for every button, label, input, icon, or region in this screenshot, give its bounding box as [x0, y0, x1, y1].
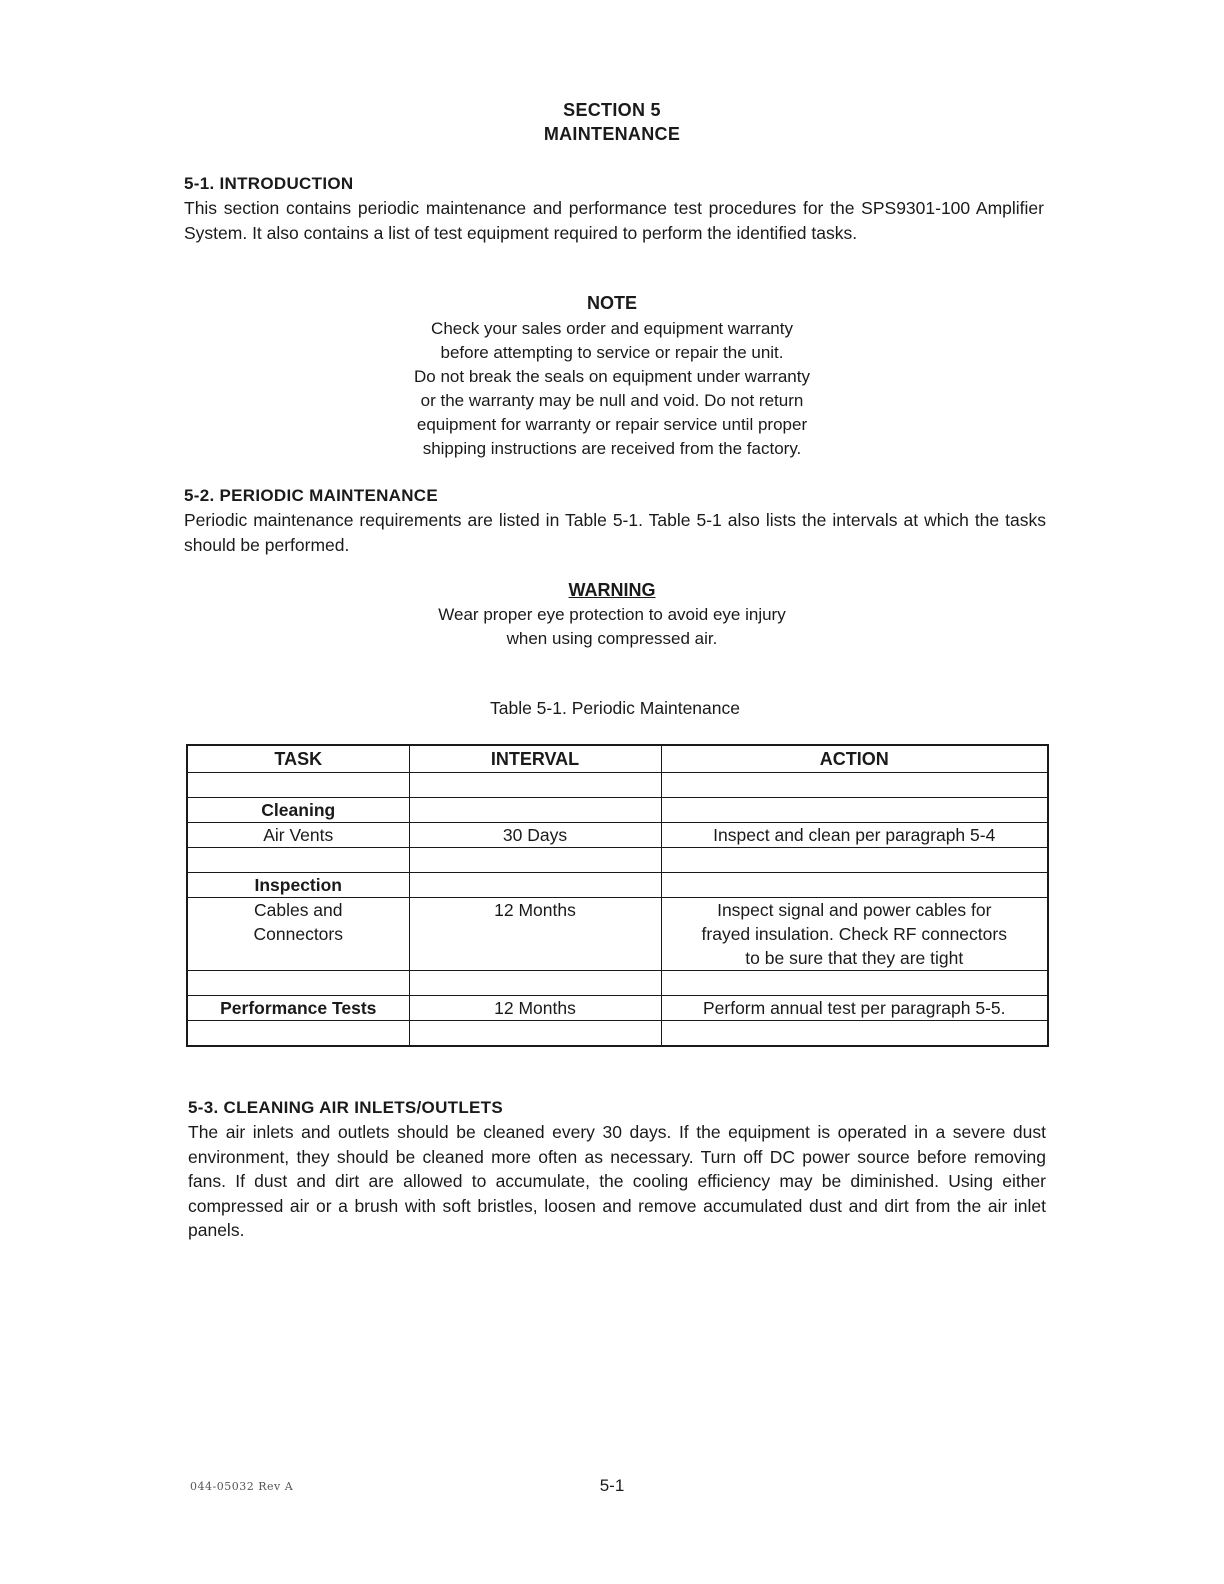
- table-row-cables: [187, 898, 1048, 971]
- table-row-spacer: [187, 848, 1048, 873]
- periodic-paragraph: Periodic maintenance requirements are listed in Table 5-1. Table 5-1 also lists the intervals at which the tasks should be performed.: [184, 510, 1046, 555]
- intro-heading: 5-1. INTRODUCTION: [184, 174, 354, 193]
- section-number: SECTION 5: [563, 100, 661, 120]
- table-row-cleaning: [187, 798, 1048, 823]
- table-caption: Table 5-1. Periodic Maintenance: [489, 698, 740, 718]
- note-line: equipment for warranty or repair service until proper: [416, 415, 808, 434]
- warning-line: when using compressed air.: [506, 629, 718, 648]
- document-number: 044-05032 Rev A: [190, 1480, 294, 1493]
- warning-title: WARNING: [568, 580, 656, 600]
- action-cell: Perform annual test per paragraph 5-5.: [661, 996, 1048, 1021]
- intro-paragraph: This section contains periodic maintenance and performance test procedures for the SPS9301-100 Amplifier System. It also contains a list of test equipment required to perform the identified tasks.: [184, 198, 1044, 243]
- table-row-spacer: [187, 773, 1048, 798]
- warning-body: [0, 603, 1224, 651]
- category-inspection: Inspection: [187, 873, 409, 898]
- column-header-action: ACTION: [661, 745, 1048, 773]
- task-line: Connectors: [253, 924, 343, 944]
- table-row-spacer: [187, 971, 1048, 996]
- category-cleaning: Cleaning: [187, 798, 409, 823]
- column-header-interval: INTERVAL: [409, 745, 661, 773]
- task-cell: [187, 898, 409, 971]
- task-cell: Air Vents: [187, 823, 409, 848]
- table-header-row: [187, 745, 1048, 773]
- interval-cell: 12 Months: [409, 996, 661, 1021]
- table-row-air-vents: [187, 823, 1048, 848]
- note-line: Check your sales order and equipment warranty: [431, 319, 793, 338]
- action-cell: [661, 898, 1048, 971]
- action-line: Inspect signal and power cables for: [717, 900, 992, 920]
- section-title: MAINTENANCE: [543, 124, 681, 144]
- action-line: to be sure that they are tight: [745, 948, 964, 968]
- cleaning-heading: 5-3. CLEANING AIR INLETS/OUTLETS: [188, 1098, 503, 1117]
- note-title: NOTE: [586, 293, 637, 313]
- cleaning-paragraph: The air inlets and outlets should be cleaned every 30 days. If the equipment is operated in a severe dust environment, they should be cleaned more often as necessary. Turn off DC power source before removing fans. If dust and dirt are allowed to accumulate, the cooling efficiency may be diminished. Using either compressed air or a brush with soft bristles, loosen and remove accumulated dust and dirt from the air inlet panels.: [188, 1122, 1046, 1240]
- maintenance-table: [186, 744, 1049, 1047]
- note-line: Do not break the seals on equipment under warranty: [414, 367, 810, 386]
- warning-line: Wear proper eye protection to avoid eye injury: [438, 605, 786, 624]
- table-row-spacer: [187, 1021, 1048, 1047]
- action-cell: Inspect and clean per paragraph 5-4: [661, 823, 1048, 848]
- note-body: [0, 317, 1224, 461]
- interval-cell: 30 Days: [409, 823, 661, 848]
- action-line: frayed insulation. Check RF connectors: [701, 924, 1007, 944]
- page-number: 5-1: [599, 1476, 625, 1495]
- table-row-inspection: [187, 873, 1048, 898]
- task-line: Cables and: [253, 900, 343, 920]
- task-cell: Performance Tests: [187, 996, 409, 1021]
- column-header-task: TASK: [187, 745, 409, 773]
- note-line: shipping instructions are received from the factory.: [422, 439, 802, 458]
- note-line: before attempting to service or repair the unit.: [440, 343, 784, 362]
- table-row-performance: [187, 996, 1048, 1021]
- interval-cell: 12 Months: [409, 898, 661, 971]
- note-line: or the warranty may be null and void. Do not return: [420, 391, 804, 410]
- periodic-heading: 5-2. PERIODIC MAINTENANCE: [184, 486, 439, 505]
